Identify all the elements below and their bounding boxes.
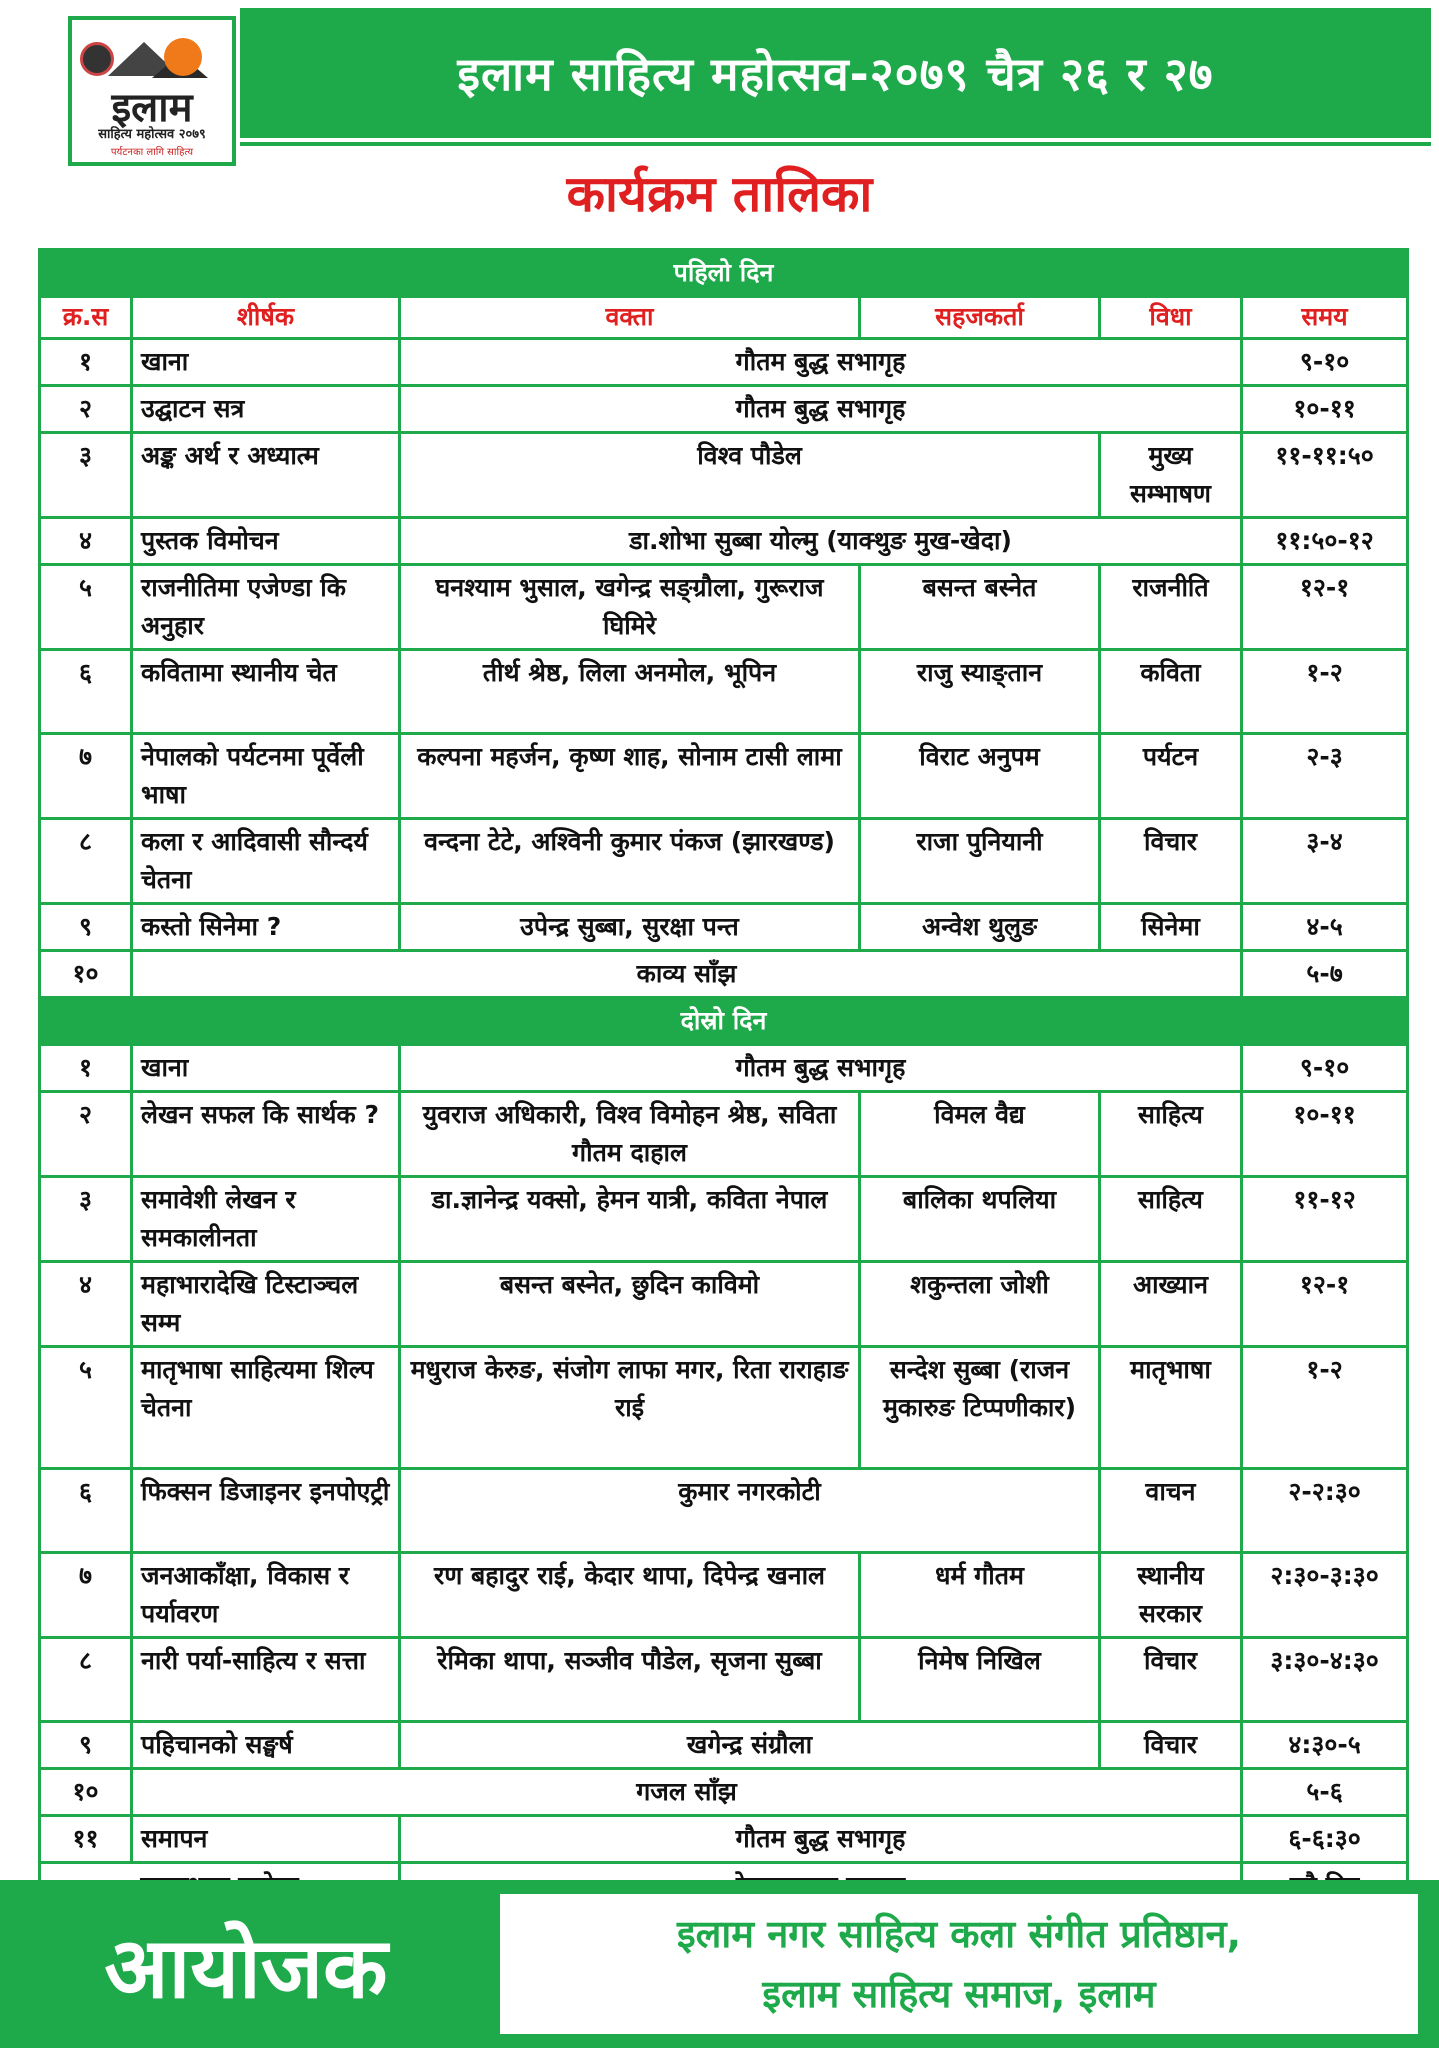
schedule-row [40,386,1408,433]
schedule-row [40,650,1408,734]
col-header-time: समय [1242,297,1408,339]
row-time: ९-१० [1242,1045,1408,1092]
row-number: १ [40,1045,132,1092]
schedule-row [40,1177,1408,1262]
row-title: समापन [132,1816,400,1863]
row-title: महाभारादेखि टिस्टाञ्चल सम्म [132,1262,400,1347]
row-time: २-२:३० [1242,1469,1408,1553]
row-facilitator: अन्वेश थुलुङ [860,904,1100,951]
row-genre: विचार [1100,1638,1242,1722]
row-time: १-२ [1242,650,1408,734]
row-number: २ [40,386,132,433]
schedule-row [40,1092,1408,1177]
row-genre: राजनीति [1100,565,1242,650]
row-genre: मातृभाषा [1100,1347,1242,1469]
row-speaker: तीर्थ श्रेष्ठ, लिला अनमोल, भूपिन [400,650,860,734]
schedule-row [40,1262,1408,1347]
row-number: १० [40,1769,132,1816]
row-number: ३ [40,433,132,518]
row-genre: विचार [1100,1722,1242,1769]
row-time: ५-६ [1242,1769,1408,1816]
row-venue: गौतम बुद्ध सभागृह [400,339,1242,386]
row-time: १०-११ [1242,1092,1408,1177]
col-header-genre: विधा [1100,297,1242,339]
row-time: २-३ [1242,734,1408,819]
row-speaker: डा.ज्ञानेन्द्र यक्सो, हेमन यात्री, कविता नेपाल [400,1177,860,1262]
row-speaker: घनश्याम भुसाल, खगेन्द्र सङ्ग्रौला, गुरूराज घिमिरे [400,565,860,650]
row-facilitator: बसन्त बस्नेत [860,565,1100,650]
row-genre: वाचन [1100,1469,1242,1553]
col-header-title: शीर्षक [132,297,400,339]
schedule-row [40,1553,1408,1638]
row-title: उद्घाटन सत्र [132,386,400,433]
row-genre: मुख्य सम्भाषण [1100,433,1242,518]
col-header-facilitator: सहजकर्ता [860,297,1100,339]
schedule-row [40,1769,1408,1816]
row-speaker: वन्दना टेटे, अश्विनी कुमार पंकज (झारखण्ड) [400,819,860,904]
row-genre: साहित्य [1100,1177,1242,1262]
row-facilitator: राजा पुनियानी [860,819,1100,904]
schedule-row [40,1722,1408,1769]
row-number: ४ [40,1262,132,1347]
schedule-row [40,1045,1408,1092]
organizer-box [500,1894,1418,2034]
row-speaker: युवराज अधिकारी, विश्व विमोहन श्रेष्ठ, सविता गौतम दाहाल [400,1092,860,1177]
row-facilitator: सन्देश सुब्बा (राजन मुकारुङ टिप्पणीकार) [860,1347,1100,1469]
row-genre: कविता [1100,650,1242,734]
row-facilitator: बालिका थपलिया [860,1177,1100,1262]
schedule-row [40,339,1408,386]
row-title: फिक्सन डिजाइनर इनपोएट्री [132,1469,400,1553]
row-number: २ [40,1092,132,1177]
row-time: १२-१ [1242,1262,1408,1347]
row-time: १०-११ [1242,386,1408,433]
row-facilitator: राजु स्याङ्तान [860,650,1100,734]
header-divider [240,142,1431,146]
row-event: काव्य साँझ [132,951,1242,998]
row-speaker: विश्व पौडेल [400,433,1100,518]
festival-title: इलाम साहित्य महोत्सव-२०७९ चैत्र २६ र २७ [457,47,1214,101]
row-number: ४ [40,518,132,565]
day2-header-row [40,998,1408,1045]
organizer-2: इलाम साहित्य समाज, इलाम [762,1972,1156,2016]
row-number: १ [40,339,132,386]
row-time: ३:३०-४:३० [1242,1638,1408,1722]
organizer-1: इलाम नगर साहित्य कला संगीत प्रतिष्ठान, [676,1912,1242,1956]
footer [0,1880,1439,2048]
row-venue: गौतम बुद्ध सभागृह [400,1045,1242,1092]
row-speaker: रण बहादुर राई, केदार थापा, दिपेन्द्र खनाल [400,1553,860,1638]
row-genre: साहित्य [1100,1092,1242,1177]
schedule-row [40,1638,1408,1722]
day1-header-row [40,250,1408,297]
row-time: २:३०-३:३० [1242,1553,1408,1638]
row-venue: गौतम बुद्ध सभागृह [400,386,1242,433]
row-genre: सिनेमा [1100,904,1242,951]
row-title: समावेशी लेखन र समकालीनता [132,1177,400,1262]
row-time: ५-७ [1242,951,1408,998]
row-number: ९ [40,904,132,951]
row-title: नेपालको पर्यटनमा पूर्वेली भाषा [132,734,400,819]
row-time: १२-१ [1242,565,1408,650]
organizer-label: आयोजक [104,1918,388,2017]
row-facilitator: विराट अनुपम [860,734,1100,819]
program-schedule-title: कार्यक्रम तालिका [566,165,873,223]
logo-tagline: पर्यटनका लागि साहित्य [110,147,194,158]
row-number: ८ [40,819,132,904]
row-speaker: मधुराज केरुङ, संजोग लाफा मगर, रिता राराहाङ राई [400,1347,860,1469]
schedule-row [40,1347,1408,1469]
row-title: कस्तो सिनेमा ? [132,904,400,951]
row-title: पहिचानको सङ्घर्ष [132,1722,400,1769]
row-time: १-२ [1242,1347,1408,1469]
row-genre: विचार [1100,819,1242,904]
col-header-num: क्र.स [40,297,132,339]
row-number: ६ [40,650,132,734]
row-title: कवितामा स्थानीय चेत [132,650,400,734]
schedule-row [40,518,1408,565]
row-time: ९-१० [1242,339,1408,386]
schedule-row [40,734,1408,819]
row-title: कला र आदिवासी सौन्दर्य चेतना [132,819,400,904]
schedule-row [40,904,1408,951]
row-title: पुस्तक विमोचन [132,518,400,565]
row-number: ३ [40,1177,132,1262]
schedule-row [40,819,1408,904]
row-speaker: कुमार नगरकोटी [400,1469,1100,1553]
schedule-table-wrap [38,248,1406,1911]
schedule-body [40,250,1408,1910]
logo-name: इलाम [111,85,193,131]
row-time: ११-११:५० [1242,433,1408,518]
row-time: ११-१२ [1242,1177,1408,1262]
row-number: ५ [40,565,132,650]
row-title: राजनीतिमा एजेण्डा कि अनुहार [132,565,400,650]
row-time: ४-५ [1242,904,1408,951]
row-venue: गौतम बुद्ध सभागृह [400,1816,1242,1863]
row-number: ६ [40,1469,132,1553]
row-number: १० [40,951,132,998]
row-title: लेखन सफल कि सार्थक ? [132,1092,400,1177]
row-title: नारी पर्या-साहित्य र सत्ता [132,1638,400,1722]
schedule-row [40,951,1408,998]
row-facilitator: शकुन्तला जोशी [860,1262,1100,1347]
row-number: ७ [40,734,132,819]
row-title: मातृभाषा साहित्यमा शिल्प चेतना [132,1347,400,1469]
row-speaker: उपेन्द्र सुब्बा, सुरक्षा पन्त [400,904,860,951]
row-genre: आख्यान [1100,1262,1242,1347]
sun-icon [164,38,202,76]
day1-label: पहिलो दिन [40,250,1408,297]
row-title: अङ्क अर्थ र अध्यात्म [132,433,400,518]
logo-subtitle: साहित्य महोत्सव २०७९ [98,127,206,142]
red-panda-icon [80,42,114,76]
row-time: ३-४ [1242,819,1408,904]
row-genre: पर्यटन [1100,734,1242,819]
row-number: ७ [40,1553,132,1638]
schedule-row [40,1469,1408,1553]
schedule-table [38,248,1409,1911]
row-facilitator: विमल वैद्य [860,1092,1100,1177]
row-number: ११ [40,1816,132,1863]
row-speaker: रेमिका थापा, सञ्जीव पौडेल, सृजना सुब्बा [400,1638,860,1722]
festival-logo [68,16,236,166]
column-header-row [40,297,1408,339]
row-facilitator: निमेष निखिल [860,1638,1100,1722]
row-facilitator: धर्म गौतम [860,1553,1100,1638]
schedule-row [40,433,1408,518]
row-title: खाना [132,339,400,386]
row-time: ६-६:३० [1242,1816,1408,1863]
row-genre: स्थानीय सरकार [1100,1553,1242,1638]
schedule-row [40,1816,1408,1863]
schedule-row [40,565,1408,650]
row-number: ५ [40,1347,132,1469]
day2-label: दोस्रो दिन [40,998,1408,1045]
row-speaker: बसन्त बस्नेत, छुदिन काविमो [400,1262,860,1347]
row-title: खाना [132,1045,400,1092]
row-title: जनआकाँक्षा, विकास र पर्यावरण [132,1553,400,1638]
row-speaker: कल्पना महर्जन, कृष्ण शाह, सोनाम टासी लामा [400,734,860,819]
col-header-speaker: वक्ता [400,297,860,339]
row-time: ११:५०-१२ [1242,518,1408,565]
row-venue: डा.शोभा सुब्बा योल्मु (याक्थुङ मुख-खेदा) [400,518,1242,565]
row-speaker: खगेन्द्र संग्रौला [400,1722,1100,1769]
row-number: ९ [40,1722,132,1769]
row-event: गजल साँझ [132,1769,1242,1816]
row-time: ४:३०-५ [1242,1722,1408,1769]
row-number: ८ [40,1638,132,1722]
